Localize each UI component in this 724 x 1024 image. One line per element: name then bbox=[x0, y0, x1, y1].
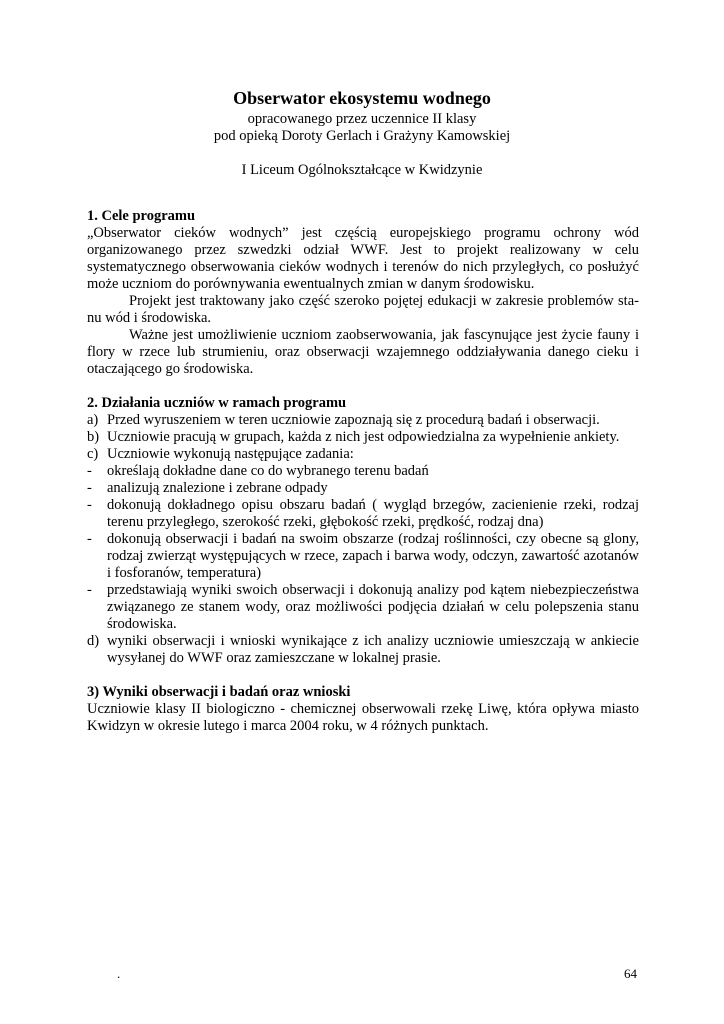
footer-dot: . bbox=[117, 966, 121, 981]
document-body bbox=[87, 208, 639, 735]
section-1-heading: 1. Cele programu bbox=[87, 208, 196, 224]
list-item bbox=[87, 480, 639, 497]
list-item bbox=[87, 497, 639, 531]
list-marker: b) bbox=[87, 429, 100, 445]
list-item bbox=[87, 633, 639, 667]
school-name: I Liceum Ogólnokształcące w Kwidzynie bbox=[241, 162, 483, 178]
list-item bbox=[87, 531, 639, 582]
list-marker: - bbox=[87, 480, 92, 496]
section-1-paragraph-3: Ważne jest umożliwienie uczniom zaobserwowania, jak fascynujące jest życie fauny i flory w rzece lub strumieniu, oraz obserwacji wzajemnego oddziaływania danego cieku i otaczającego go środowiska. bbox=[87, 327, 639, 377]
list-marker: d) bbox=[87, 633, 100, 649]
list-item-text: analizują znalezione i zebrane odpady bbox=[107, 480, 328, 496]
list-marker: c) bbox=[87, 446, 99, 462]
section-1-paragraph-2: Projekt jest traktowany jako część szeroko pojętej edukacji w zakresie problemów stanu wód i środowiska. bbox=[87, 293, 639, 326]
list-item-text: Uczniowie wykonują następujące zadania: bbox=[107, 446, 354, 462]
subtitle-authors: opracowanego przez uczennice II klasy bbox=[247, 111, 477, 127]
section-1-paragraph-1: „Obserwator cieków wodnych” jest częścią europejskiego programu ochrony wód organizowanego przez szwedzki odział WWF. Jest to projekt realizowany w celu systematycznego obserwowania cieków wodnych i terenów do nich przyległych, co posłużyć może uczniom do porównywania ewentualnych zmian w danym środowisku. bbox=[87, 225, 639, 292]
list-marker: - bbox=[87, 463, 92, 479]
section-2-heading: 2. Działania uczniów w ramach programu bbox=[87, 395, 347, 411]
page-number: 64 bbox=[624, 966, 637, 981]
section-2-list bbox=[87, 412, 639, 667]
list-marker: a) bbox=[87, 412, 99, 428]
list-item-text: dokonują obserwacji i badań na swoim obszarze (rodzaj roślinności, czy obecne są glony, rodzaj zwierząt występujących w rzece, zapach i barwa wody, odczyn, zawartość azotanów i fosforanów, temperatura) bbox=[107, 531, 639, 581]
list-item bbox=[87, 446, 639, 463]
list-marker: - bbox=[87, 497, 92, 513]
section-3-heading: 3) Wyniki obserwacji i badań oraz wnioski bbox=[87, 684, 351, 700]
list-item bbox=[87, 412, 639, 429]
list-item-text: określają dokładne dane co do wybranego terenu badań bbox=[107, 463, 429, 479]
list-item-text: wyniki obserwacji i wnioski wynikające z ich analizy uczniowie umieszczają w ankiecie wysyłanej do WWF oraz zamieszczane w lokalnej prasie. bbox=[107, 633, 639, 666]
section-3-paragraph-1: Uczniowie klasy II biologiczno - chemicznej obserwowali rzekę Liwę, która opływa miasto Kwidzyn w okresie lutego i marca 2004 roku, w 4 różnych punktach. bbox=[87, 701, 639, 734]
subtitle-supervisors: pod opieką Doroty Gerlach i Grażyny Kamowskiej bbox=[213, 128, 511, 144]
list-item bbox=[87, 463, 639, 480]
list-item bbox=[87, 582, 639, 633]
list-item bbox=[87, 429, 639, 446]
list-item-text: dokonują dokładnego opisu obszaru badań ( wygląd brzegów, zacienienie rzeki, rodzaj terenu przyległego, szerokość rzeki, głębokość rzeki, prędkość, rodzaj dna) bbox=[107, 497, 639, 530]
list-item-text: Uczniowie pracują w grupach, każda z nich jest odpowiedzialna za wypełnienie ankiety. bbox=[107, 429, 620, 445]
list-marker: - bbox=[87, 582, 92, 598]
list-marker: - bbox=[87, 531, 92, 547]
list-item-text: przedstawiają wyniki swoich obserwacji i dokonują analizy pod kątem niebezpieczeństwa związanego ze stanem wody, oraz możliwości podjęcia działań w celu polepszenia stanu środowiska. bbox=[107, 582, 639, 632]
document-title: Obserwator ekosystemu wodnego bbox=[233, 88, 491, 108]
list-item-text: Przed wyruszeniem w teren uczniowie zapoznają się z procedurą badań i obserwacji. bbox=[107, 412, 600, 428]
